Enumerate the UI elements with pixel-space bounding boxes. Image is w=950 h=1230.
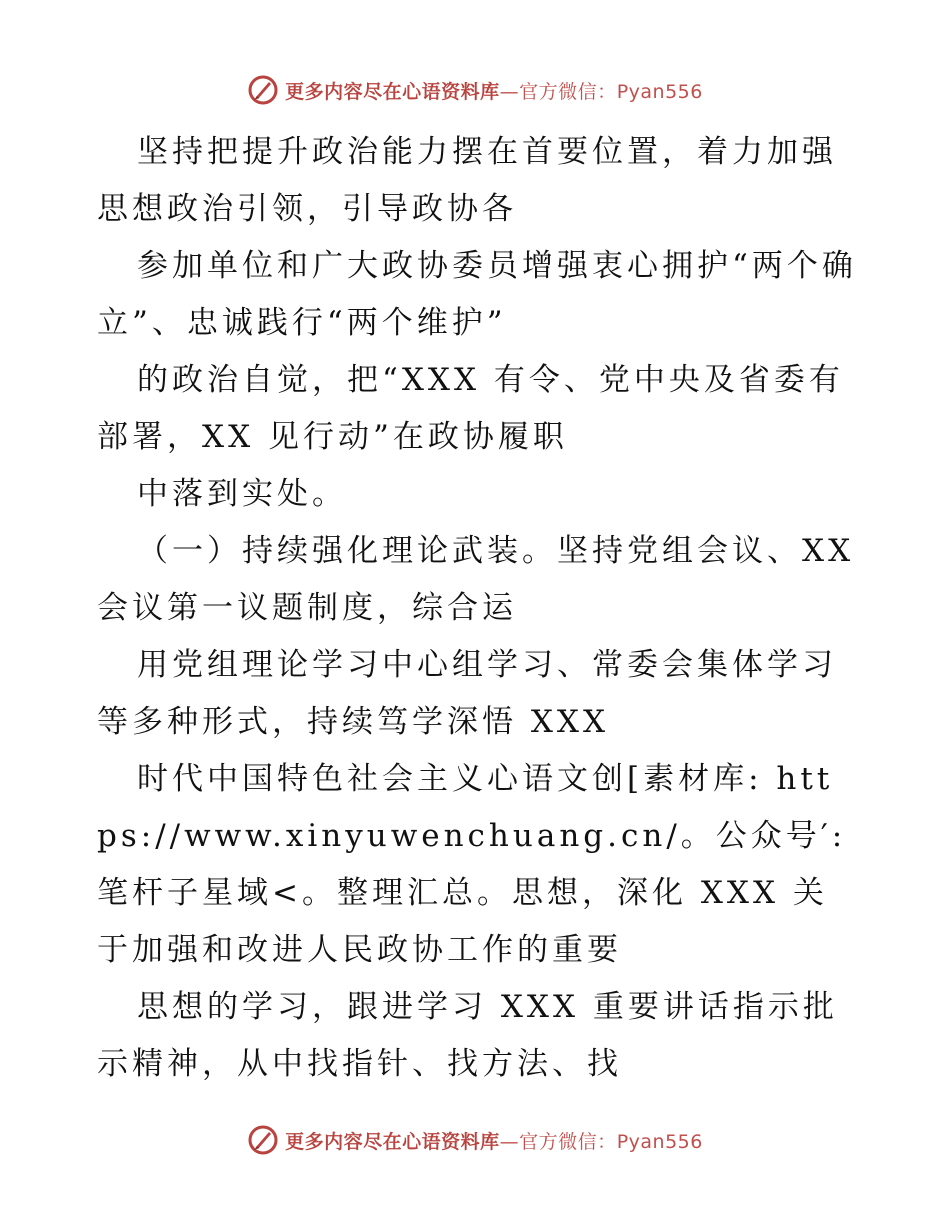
header-watermark (0, 70, 950, 110)
paragraph: 的政治自觉，把“XXX 有令、党中央及省委有部署，XX 见行动”在政协履职 (97, 362, 844, 455)
watermark-text: 更多内容尽在心语资料库—官方微信：Pyan556 (285, 1130, 703, 1153)
paragraph: 时代中国特色社会主义心语文创[素材库: https://www.xinyuwenchuang.cn/。公众号′: 笔杆子星域<。整理汇总。思想，深化 XXX 关于加强和改进人民政协工作的重要 (97, 761, 847, 968)
paragraph: 坚持把提升政治能力摆在首要位置，着力加强思想政治引领，引导政协各 (97, 134, 837, 227)
paragraph: 思想的学习，跟进学习 XXX 重要讲话指示批示精神，从中找指针、找方法、找 (97, 989, 838, 1082)
paragraph: 中落到实处。 (137, 476, 347, 512)
quill-pen-circle-icon (247, 74, 279, 106)
document-body (97, 124, 857, 1093)
watermark-text: 更多内容尽在心语资料库—官方微信：Pyan556 (285, 80, 703, 103)
paragraph: 参加单位和广大政协委员增强衷心拥护“两个确立”、忠诚践行“两个维护” (97, 248, 857, 341)
paragraph: （一）持续强化理论武装。坚持党组会议、XX 会议第一议题制度，综合运 (97, 533, 855, 626)
footer-watermark (0, 1120, 950, 1160)
paragraph: 用党组理论学习中心组学习、常委会集体学习等多种形式，持续笃学深悟 XXX (97, 647, 837, 740)
quill-pen-circle-icon (247, 1124, 279, 1156)
